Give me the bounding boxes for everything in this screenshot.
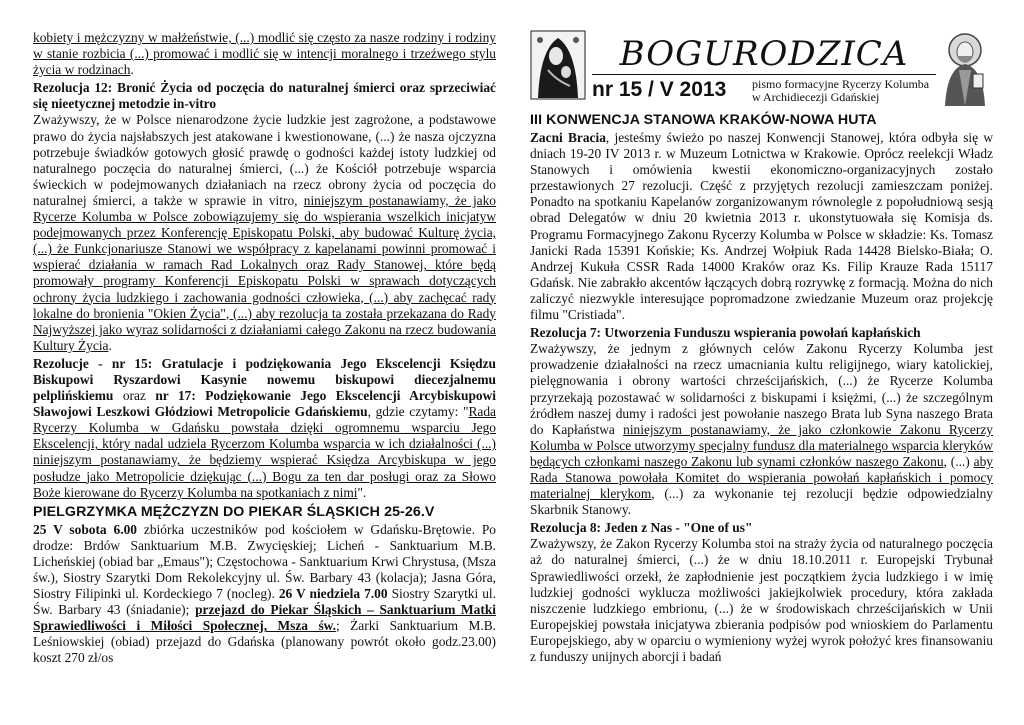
resolution-15-title: Rezolucje - nr 15: Gratulacje i podziękowania Jego Ekscelencji Księdzu Biskupowi Ryszardowi Kasynie nowemu biskupowi diecezjalnemu pelplińskiemu (33, 355, 496, 404)
resolutions-15-17 (33, 356, 496, 501)
resolution-8-title: Rezolucja 8: Jeden z Nas - "One of us" (530, 520, 753, 536)
underlined-quote: Rada Rycerzy Kolumba w Gdańsku powstała dzięki ogromnemu wsparciu Jego Ekscelencji, który nadal udziela Rycerzom Kolumba wsparcia w ich działalności (...) niniejszym postanawiamy, że będziemy wspierać Księdza Arcybiskupa w jego posłudze jako Metropolicie dziękując (...) Bogu za ten dar posługi oraz za Słowo Boże kierowane do Rycerzy Kolumba na spotkaniach z nimi (33, 404, 496, 500)
resolution-12-title: Rezolucja 12: Bronić Życia od poczęcia do naturalnej śmierci oraz sprzeciwiać się nieetycznej metodzie in-vitro (33, 80, 496, 112)
underlined-text: niniejszym postanawiamy, że jako Rycerze Kolumba w Polsce zobowiązujemy się do wspierania wszelkich inicjatyw podejmowanych przez Konferencję Episkopatu Polski, aby budować Kulturę życia, (...) że Funkcjonariusze Stanowi we współpracy z kapelanami powinni promować i wspierać działania w ramach Rad Lokalnych oraz Rady Stanowej, które będą promowały programy Konferencji Episkopatu Polski w sprawach dotyczących ochrony życia ludzkiego i zachowania godności człowieka, (...) aby zachęcać rady lokalne do bronienia "Okien Życia", (...) aby rezolucja ta została przekazana do Rady Najwyższej jako wyraz solidarności z działaniami całego Zakonu na rzecz budowania Kultury Życia (33, 192, 497, 353)
underlined-text: kobiety i mężczyzny w małżeństwie, (...) modlić się często za nasze rodziny i rodziny w stanie rozbicia (...) promować i modlić się w intencji moralnego i trzeźwego stylu życia w rodzinach (33, 30, 496, 78)
resolution-17-title: nr 17: Podziękowanie Jego Ekscelencji Arcybiskupowi Sławojowi Leszkowi Głódziowi Metropolicie Gdańskiemu (33, 388, 496, 420)
date-label: 25 V sobota 6.00 (33, 521, 137, 537)
salutation: Zacni Bracia (530, 130, 606, 145)
left-column (33, 30, 496, 667)
resolution-8-text: Zważywszy, że Zakon Rycerzy Kolumba stoi na straży życia od naturalnego poczęcia aż do naturalnej śmierci, (...) że w dniu 18.10.2011 r. Europejski Trybunał Sprawiedliwości orzekł, że zapłodnienie jest początkiem życia ludzkiego i w imię ludzkiej godności wyklucza możliwości jakiejkolwiek procedury, która zakłada niszczenie ludzkiego embrionu, (...) że w środowiskach chrześcijańskich w Unii Europejskiej powstała inicjatywa zbierania podpisów pod wnioskiem do Parlamentu Europejskiego, aby w oparciu o wymieniony wyżej wyrok położyć kres finansowaniu z funduszy unijnych aborcji i badań (530, 536, 993, 664)
issue-number: nr 15 / V 2013 (592, 78, 727, 101)
subtitle-line: pismo formacyjne Rycerzy Kolumba (752, 77, 930, 91)
paragraph-intro (33, 30, 496, 78)
text-end: ". (357, 484, 367, 500)
text: , (...) za wykonanie tej rezolucji będzie odpowiedzialny Skarbnik Stanowy. (530, 486, 993, 518)
title-rule (592, 74, 936, 75)
resolution-7-title: Rezolucja 7: Utworzenia Funduszu wspierania powołań kapłańskich (530, 325, 921, 341)
text: Siostry Szarytki ul. Św. Barbary 43 (śniadanie); (33, 586, 496, 618)
underlined-text: aby Rada Stanowa powołała Komitet do wspierania powołań kapłańskich i pomocy materialnej klerykom (530, 453, 993, 502)
masthead-subtitle (752, 78, 929, 104)
resolution-12-text (33, 112, 496, 353)
text: ; Żarki Sanktuarium M.B. Leśniowskiej (obiad) przejazd do Gdańska (planowany powrót około godz.23.00) koszt 270 zł/os (33, 618, 496, 666)
pilgrimage-heading: PIELGRZYMKA MĘŻCZYZN DO PIEKAR ŚLĄSKICH 25-26.V (33, 503, 435, 520)
pilgrimage-text (33, 522, 496, 667)
subtitle-line: w Archidiecezji Gdańskiej (752, 90, 880, 104)
text: Zważywszy, że w Polsce nienarodzone życie ludzkie jest zagrożone, a podstawowe prawo do życia najsłabszych jest atakowane i kwestionowane, (...) że nasza ojczyzna potrzebuje świadków gotowych głosić prawdę o godności każdej istoty ludzkiej od naturalnego poczęcia do naturalnej śmierci, (...) że Kościół potrzebuje wsparcia świeckich w podejmowanych działaniach na rzecz obrony życia od poczęcia do naturalnej śmierci, a także w sprawie in vitro, (33, 112, 496, 208)
date-label: 26 V niedziela 7.00 (278, 586, 388, 602)
text-end: . (108, 337, 112, 353)
right-column (530, 112, 993, 665)
resolution-7-text (530, 341, 993, 518)
masthead (530, 30, 993, 110)
saint-icon (937, 30, 993, 106)
text: , (...) (943, 453, 974, 469)
madonna-icon (530, 30, 586, 100)
text: zbiórka uczestników pod kościołem w Gdańsku-Brętowie. Po drodze: Brdów Sanktuarium M.B. Zwycięskiej; Licheń - Sanktuarium M.B. Licheńskiej (obiad bar „Emaus"); Częstochowa - Sanktuarium Krwi Chrystusa, (Msza św.), Siostry Szarytki Dom Rekolekcyjny ul. Św. Barbary 43 (kolacja); Jasna Góra, Siostry Filipinki ul. Kordeckiego 7 (nocleg). (33, 521, 496, 602)
text: Zważywszy, że jednym z głównych celów Zakonu Rycerzy Kolumba jest prowadzenie działalności na rzecz umacniania kultu religijnego, wiary katolickiej, pielęgnowania i obrony wartości chrześcijańskich, (...) że Rycerze Kolumba przyrzekają pozostawać w solidarności z biskupami i księżmi, (...) że szczególnym źródłem naszej dumy i radości jest powołanie naszego Brata lub Syna naszego Brata do Kapłaństwa (530, 341, 993, 437)
text-end: . (130, 62, 134, 78)
underlined-text: przejazd do Piekar Śląskich – Sanktuarium Matki Sprawiedliwości i Miłości Społecznej, Msza św. (33, 602, 496, 634)
text: oraz (113, 388, 156, 404)
convention-heading: III KONWENCJA STANOWA KRAKÓW-NOWA HUTA (530, 112, 877, 128)
text: , jesteśmy świeżo po naszej Konwencji Stanowej, która odbyła się w dniach 19-20 IV 2013 r. w Muzeum Lotnictwa w Krakowie. Oprócz reelekcji Władz Stanowych i omówienia kwestii ekonomiczno-organizacyjnych zostało przestawionych 27 rezolucji. Część z przyjętych rezolucji zamieszczam poniżej. Ponadto na spotkaniu Kapelanów zorganizowanym równolegle z popołudniową sesją obrad Delegatów w dniu 20 kwietnia 2013 r. ukonstytuowała się Komisja ds. Programu Formacyjnego Zakonu Rycerzy Kolumba w Polsce w składzie: Ks. Tomasz Janicki Rada 15391 Końskie; Ks. Andrzej Wołpiuk Rada 14428 Bielsko-Biała; O. Andrzej Kukuła CSSR Rada 14000 Kraków oraz Ks. Filip Krauze Rada 15117 Gdańsk. Nie zabrakło akcentów łączących dobrą rozrywkę z formacją. Można do nich zaliczyć niezwykle interesujące popromadzone zwiedzanie Muzeum oraz projekcję filmu "Cristiada". (530, 130, 993, 323)
convention-text (530, 130, 993, 323)
underlined-text: niniejszym postanawiamy, że jako członkowie Zakonu Rycerzy Kolumba w Polsce utworzymy specjalny fundusz dla materialnego wsparcia kleryków będących członkami naszego Zakonu lub synami członków naszego Zakonu (530, 421, 993, 469)
magazine-title: BOGURODZICA (619, 34, 909, 74)
text: , gdzie czytamy: " (367, 404, 469, 420)
